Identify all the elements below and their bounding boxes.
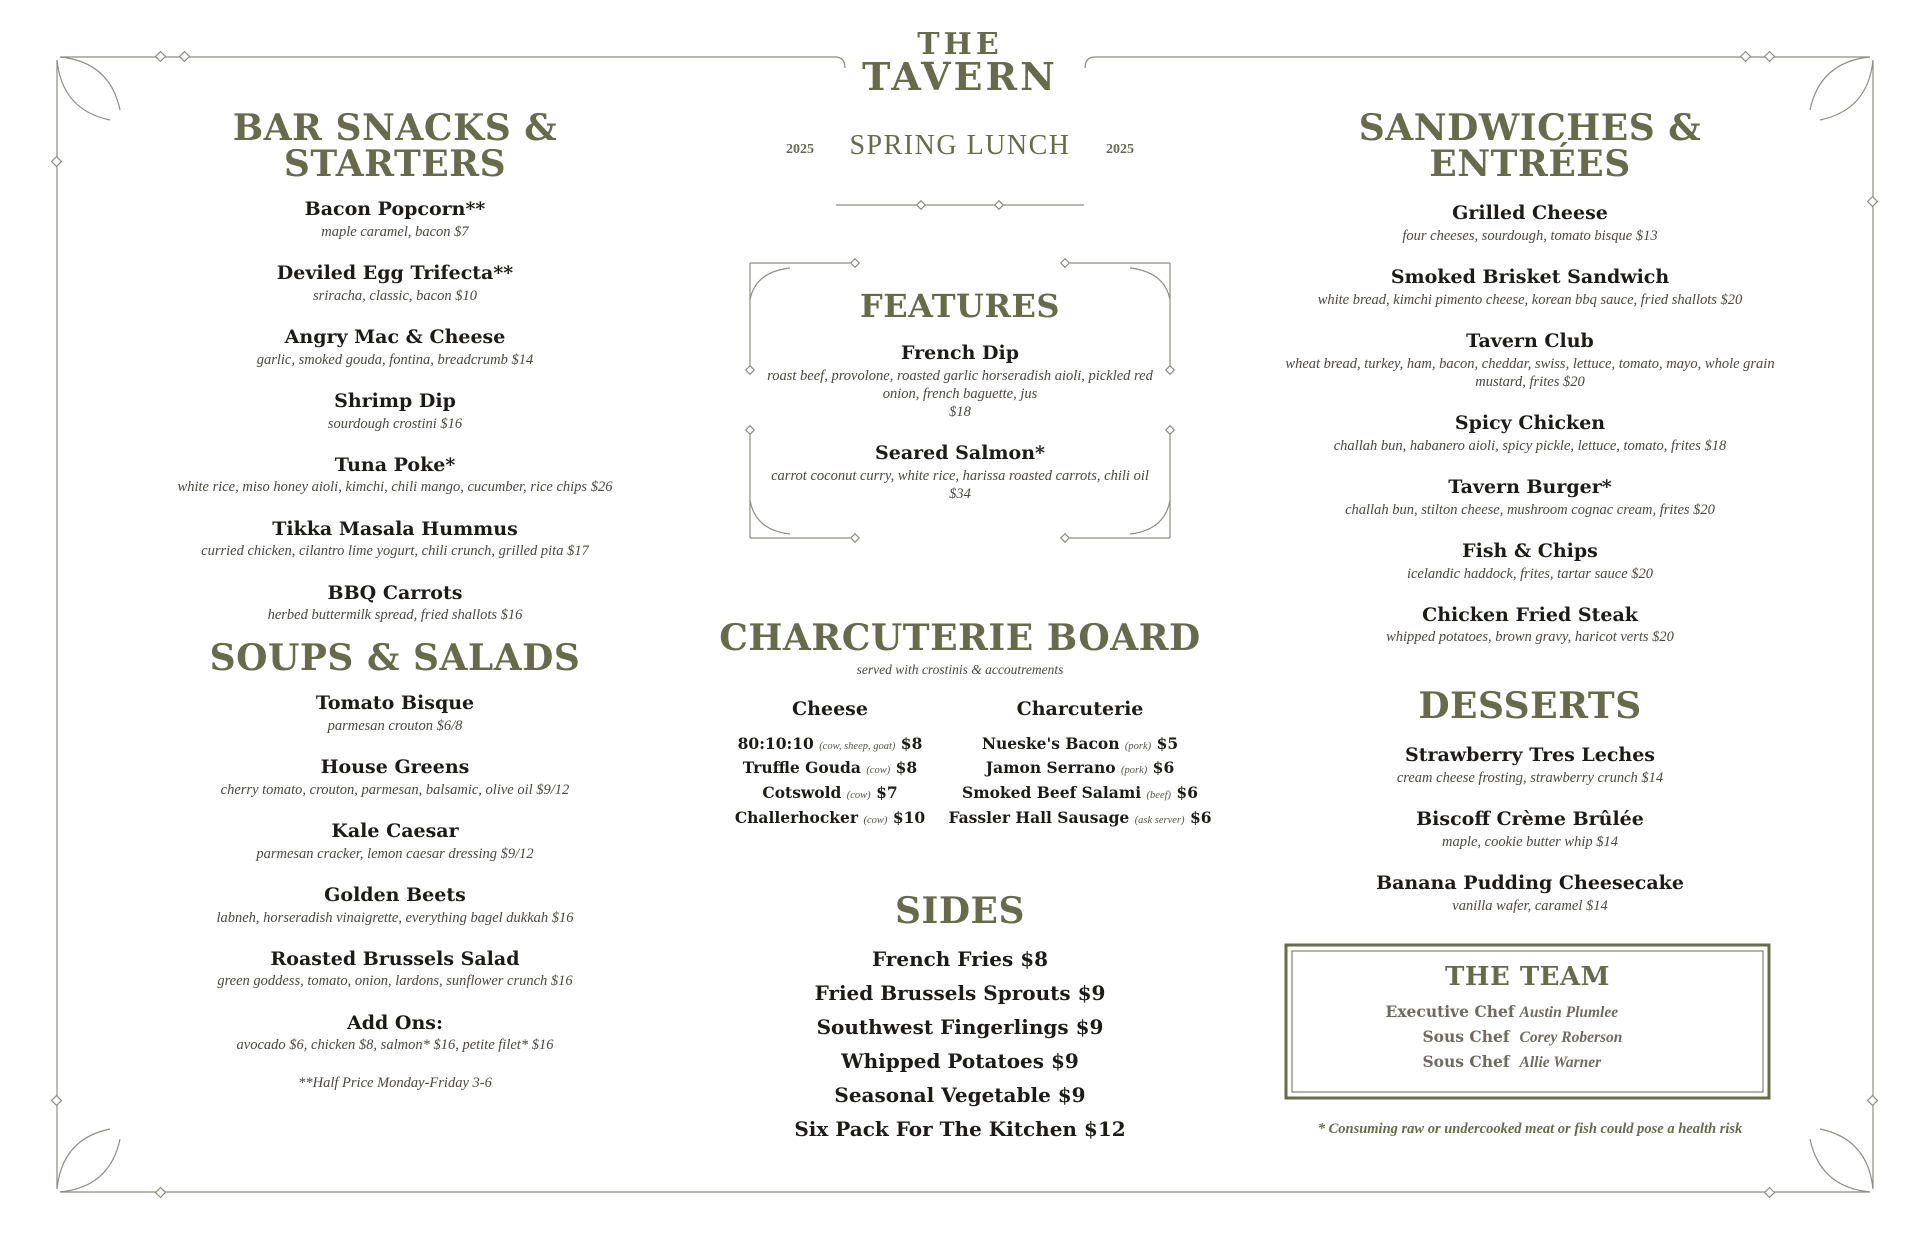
entree-item-desc: wheat bread, turkey, ham, bacon, cheddar, swiss, lettuce, tomato, mayo, whole grain mustard, frites $20 (1285, 355, 1775, 390)
starter-item (145, 582, 645, 625)
starter-item (145, 454, 645, 497)
cheese-item-name: Cotswold (762, 782, 842, 802)
feature-item-desc: roast beef, provolone, roasted garlic horseradish aioli, pickled red onion, french baguette, jus (767, 367, 1153, 402)
starter-item (145, 390, 645, 433)
soup-salad-item (145, 820, 645, 863)
soup-salad-item-name: Golden Beets (324, 883, 466, 906)
season-title: SPRING LUNCH (849, 130, 1071, 161)
bar-snacks-title: BAR SNACKS & STARTERS (232, 107, 558, 185)
entree-item (1280, 412, 1780, 455)
starter-item-desc: curried chicken, cilantro lime yogurt, chili crunch, grilled pita $17 (201, 543, 589, 560)
feature-item-name: Seared Salmon* (875, 442, 1045, 465)
dessert-item-name: Biscoff Crème Brûlée (1416, 807, 1644, 830)
disclaimer (1270, 1120, 1790, 1138)
soup-salad-item (145, 756, 645, 799)
soup-salad-item (145, 1012, 645, 1055)
entree-item-name: Smoked Brisket Sandwich (1390, 265, 1670, 288)
team-member-name: Allie Warner (1519, 1054, 1602, 1072)
soup-salad-item (145, 948, 645, 991)
side-item: Whipped Potatoes $9 (841, 1049, 1079, 1073)
side-item: French Fries $8 (871, 947, 1049, 971)
charcuterie-subtitle: served with crostinis & accoutrements (856, 662, 1064, 677)
dessert-item-desc: maple, cookie butter whip $14 (1442, 833, 1618, 850)
meat-item (945, 809, 1215, 828)
meat-heading: Charcuterie (1016, 698, 1144, 720)
desserts-title: DESSERTS (1418, 685, 1642, 727)
team-member-role: Executive Chef (1385, 1002, 1515, 1021)
cheese-item-name: Truffle Gouda (742, 758, 861, 778)
starter-item (145, 326, 645, 369)
dessert-item (1280, 808, 1780, 851)
cheese-list (705, 698, 955, 833)
charcuterie-section (700, 617, 1220, 699)
cheese-item-price: $8 (895, 758, 918, 778)
entree-item-desc: icelandic haddock, frites, tartar sauce $20 (1406, 565, 1654, 582)
soup-salad-item-name: Roasted Brussels Salad (270, 947, 520, 970)
side-item: Southwest Fingerlings $9 (816, 1015, 1104, 1039)
raw-food-disclaimer: * Consuming raw or undercooked meat or fish could pose a health risk (1317, 1121, 1743, 1137)
entree-item-desc: four cheeses, sourdough, tomato bisque $13 (1402, 227, 1658, 244)
soup-salad-item-name: Add Ons: (346, 1011, 443, 1034)
dessert-item-name: Strawberry Tres Leches (1404, 744, 1655, 766)
team-member-role: Sous Chef (1422, 1052, 1510, 1072)
soup-salad-item-desc: green goddess, tomato, onion, lardons, sunflower crunch $16 (217, 973, 573, 990)
cheese-item-price: $7 (876, 782, 898, 802)
starter-item-name: Angry Mac & Cheese (284, 325, 506, 348)
starter-item (145, 198, 645, 241)
meat-item-tag: (pork) (1121, 765, 1148, 777)
soups-salads-title: SOUPS & SALADS (209, 637, 581, 679)
soup-salad-item-name: Kale Caesar (331, 819, 459, 842)
side-item: Fried Brussels Sprouts $9 (814, 981, 1106, 1005)
meat-item-name: Nueske's Bacon (981, 733, 1120, 753)
soup-salad-item-desc: avocado $6, chicken $8, salmon* $16, petite filet* $16 (236, 1037, 554, 1054)
starter-item-desc: sourdough crostini $16 (327, 415, 463, 432)
meat-item-price: $6 (1176, 782, 1198, 802)
tavern-logo (840, 27, 1080, 99)
cheese-item (705, 735, 955, 754)
team-member (1292, 1050, 1763, 1075)
cheese-item-price: $10 (892, 807, 926, 827)
cheese-item-name: 80:10:10 (737, 733, 814, 753)
season-year-right: 2025 (1106, 142, 1134, 157)
entree-item (1280, 202, 1780, 245)
cheese-item (705, 759, 955, 778)
charcuterie-title: CHARCUTERIE BOARD (719, 617, 1201, 659)
season-banner (780, 130, 1140, 170)
cheese-item-price: $8 (900, 733, 923, 753)
meat-item (945, 759, 1215, 778)
features-title: FEATURES (860, 287, 1060, 325)
cheese-item-tag: (cow) (863, 814, 888, 826)
sides-title: SIDES (895, 890, 1025, 932)
half-price-note: **Half Price Monday-Friday 3-6 (298, 1074, 492, 1091)
starter-item (145, 262, 645, 305)
feature-item-name: French Dip (900, 342, 1020, 364)
feature-item (760, 442, 1160, 503)
meat-item-tag: (ask server) (1134, 814, 1185, 826)
sandwiches-section (1280, 107, 1780, 668)
meat-list (945, 698, 1215, 833)
starter-item-desc: garlic, smoked gouda, fontina, breadcrumb $14 (256, 351, 534, 368)
soup-salad-item (145, 692, 645, 735)
starter-item-desc: maple caramel, bacon $7 (321, 223, 469, 240)
starter-item-name: Deviled Egg Trifecta** (276, 261, 514, 284)
dessert-item-desc: cream cheese frosting, strawberry crunch $14 (1396, 769, 1664, 786)
team-member-name: Austin Plumlee (1519, 1004, 1619, 1021)
starter-item-name: Tuna Poke* (334, 453, 456, 476)
entree-item (1280, 476, 1780, 519)
soup-salad-item-name: House Greens (320, 755, 470, 778)
entree-item-desc: challah bun, stilton cheese, mushroom cognac cream, frites $20 (1345, 501, 1715, 518)
dessert-item-name: Banana Pudding Cheesecake (1376, 871, 1684, 894)
sandwiches-title: SANDWICHES & ENTRÉES (1358, 107, 1702, 185)
feature-item-price: $18 (949, 404, 971, 421)
feature-item-desc: carrot coconut curry, white rice, harissa roasted carrots, chili oil $34 (771, 467, 1149, 503)
soup-salad-item (145, 884, 645, 927)
entree-item (1280, 330, 1780, 391)
dessert-item-desc: vanilla wafer, caramel $14 (1452, 897, 1608, 914)
meat-item-price: $6 (1189, 807, 1212, 827)
dessert-item (1280, 744, 1780, 787)
team-member (1292, 1000, 1763, 1025)
cheese-item-tag: (cow) (846, 789, 871, 801)
desserts-section (1280, 685, 1780, 936)
entree-item-name: Tavern Club (1466, 329, 1594, 352)
meat-item-name: Smoked Beef Salami (962, 782, 1142, 802)
side-item: Seasonal Vegetable $9 (834, 1083, 1086, 1107)
team-member-role: Sous Chef (1422, 1027, 1510, 1047)
starter-item-desc: sriracha, classic, bacon $10 (313, 287, 477, 304)
team-box (1292, 964, 1763, 1075)
entree-item-name: Spicy Chicken (1454, 411, 1606, 434)
team-member-name: Corey Roberson (1519, 1029, 1623, 1047)
soup-salad-item-name: Tomato Bisque (315, 692, 475, 714)
starter-item-name: BBQ Carrots (327, 581, 463, 604)
starter-item-name: Bacon Popcorn** (304, 198, 486, 220)
starter-item-desc: white rice, miso honey aioli, kimchi, chili mango, cucumber, rice chips $26 (177, 479, 613, 496)
entree-item-desc: challah bun, habanero aioli, spicy pickle, lettuce, tomato, frites $18 (1333, 437, 1727, 454)
soup-salad-item-desc: parmesan crouton $6/8 (327, 717, 463, 734)
brand-line2: TAVERN (862, 54, 1058, 99)
entree-item (1280, 266, 1780, 309)
entree-item-name: Chicken Fried Steak (1422, 603, 1638, 626)
features-section (760, 287, 1160, 524)
meat-item-price: $6 (1152, 758, 1175, 778)
soup-salad-item-desc: labneh, horseradish vinaigrette, everything bagel dukkah $16 (216, 909, 574, 926)
meat-item-tag: (pork) (1124, 740, 1152, 752)
cheese-heading: Cheese (792, 698, 868, 720)
starter-item (145, 518, 645, 561)
cheese-item (705, 809, 955, 828)
meat-item (945, 735, 1215, 754)
entree-item (1280, 604, 1780, 647)
soup-salad-item-desc: cherry tomato, crouton, parmesan, balsamic, olive oil $9/12 (220, 781, 570, 798)
entree-item-desc: white bread, kimchi pimento cheese, korean bbq sauce, fried shallots $20 (1317, 291, 1743, 308)
entree-item-desc: whipped potatoes, brown gravy, haricot verts $20 (1386, 629, 1674, 646)
meat-item-tag: (beef) (1146, 789, 1172, 801)
side-item: Six Pack For The Kitchen $12 (794, 1117, 1126, 1141)
soups-salads-section (145, 637, 645, 1092)
dessert-item (1280, 872, 1780, 915)
starter-item-desc: herbed buttermilk spread, fried shallots $16 (267, 607, 523, 624)
sides-section (760, 890, 1160, 1151)
meat-item-price: $5 (1156, 733, 1179, 753)
season-year-left: 2025 (786, 142, 814, 157)
starter-item-name: Tikka Masala Hummus (272, 517, 518, 540)
brand-line1: THE (917, 27, 1003, 62)
entree-item (1280, 540, 1780, 583)
entree-item-name: Fish & Chips (1462, 539, 1598, 562)
cheese-item-tag: (cow) (866, 765, 891, 777)
cheese-item-name: Challerhocker (734, 807, 859, 827)
meat-item-name: Jamon Serrano (985, 758, 1116, 778)
meat-item (945, 784, 1215, 803)
starter-item-name: Shrimp Dip (334, 389, 456, 412)
feature-item (760, 342, 1160, 421)
team-member (1292, 1025, 1763, 1050)
entree-item-name: Tavern Burger* (1448, 475, 1612, 498)
entree-item-name: Grilled Cheese (1452, 202, 1608, 224)
cheese-item-tag: (cow, sheep, goat) (819, 740, 896, 752)
cheese-item (705, 784, 955, 803)
bar-snacks-section (145, 107, 645, 645)
team-title: THE TEAM (1445, 962, 1610, 992)
soup-salad-item-desc: parmesan cracker, lemon caesar dressing $9/12 (256, 845, 534, 862)
meat-item-name: Fassler Hall Sausage (948, 807, 1130, 827)
